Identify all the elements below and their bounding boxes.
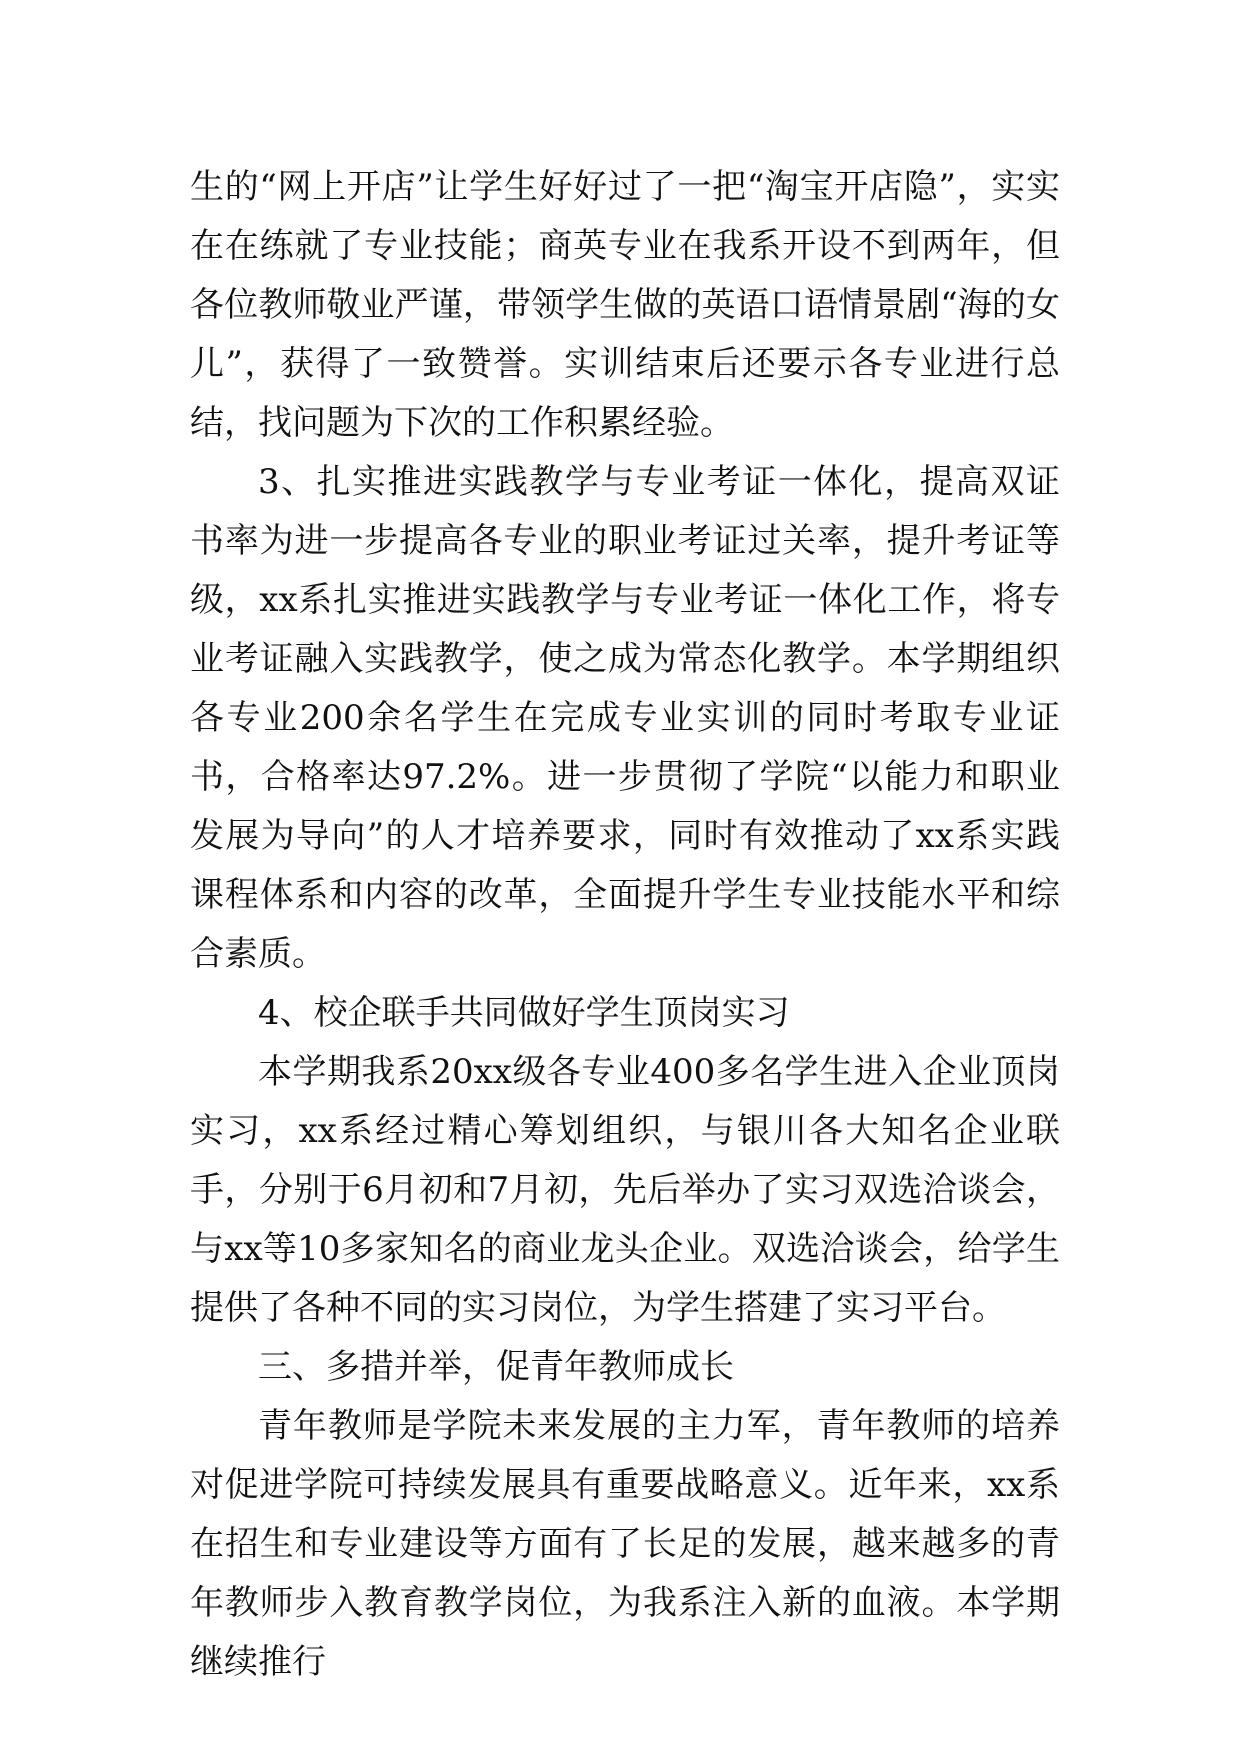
paragraph-practice-certification: 3、扎实推进实践教学与专业考证一体化，提高双证书率为进一步提高各专业的职业考证过关率，提升考证等级，xx系扎实推进实践教学与专业考证一体化工作，将专业考证融入实践教学，使之成为常态化教学。本学期组织各专业200余名学生在完成专业实训的同时考取专业证书，合格率达97.2%。进一步贯彻了学院“以能力和职业发展为导向”的人才培养要求，同时有效推动了xx系实践课程体系和内容的改革，全面提升学生专业技能水平和综合素质。	[190, 462, 1060, 974]
paragraph-internship-details: 本学期我系20xx级各专业400多名学生进入企业顶岗实习，xx系经过精心筹划组织，与银川各大知名企业联手，分别于6月初和7月初，先后举办了实习双选洽谈会，与xx等10多家知名的商业龙头企业。双选洽谈会，给学生提供了各种不同的实习岗位，为学生搭建了实习平台。	[190, 1052, 1060, 1328]
heading-school-enterprise-internship: 4、校企联手共同做好学生顶岗实习	[258, 993, 790, 1033]
paragraph-young-teachers: 青年教师是学院未来发展的主力军，青年教师的培养对促进学院可持续发展具有重要战略意义。近年来，xx系在招生和专业建设等方面有了长足的发展，越来越多的青年教师步入教育教学岗位，为我系注入新的血液。本学期继续推行	[190, 1406, 1060, 1682]
document-body	[190, 158, 1060, 1692]
heading-young-teachers: 三、多措并举，促青年教师成长	[258, 1347, 734, 1387]
paragraph-continuation: 生的“网上开店”让学生好好过了一把“淘宝开店隐”，实实在在练就了专业技能；商英专业在我系开设不到两年，但各位教师敬业严谨，带领学生做的英语口语情景剧“海的女儿”，获得了一致赞誉。实训结束后还要示各专业进行总结，找问题为下次的工作积累经验。	[190, 167, 1060, 443]
